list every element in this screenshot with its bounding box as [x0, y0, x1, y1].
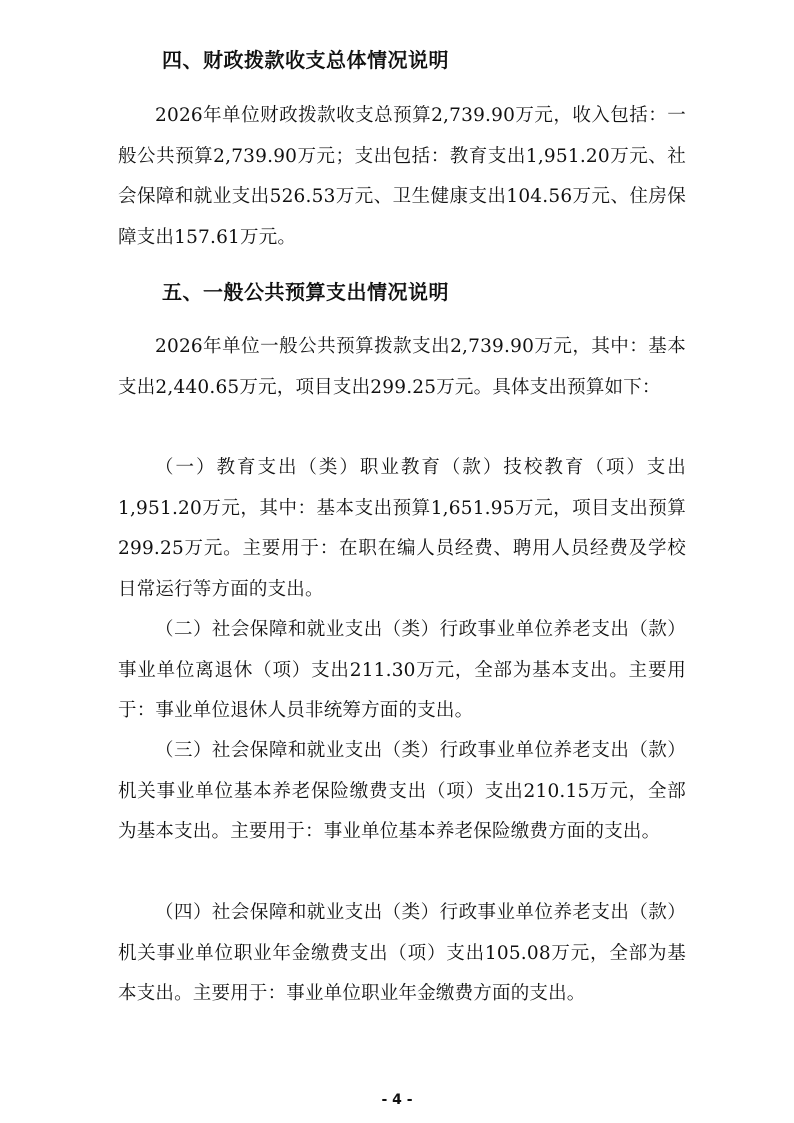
page-number: - 4 - — [381, 1092, 413, 1108]
section-4-paragraph: 2026年单位财政拨款收支总预算2,739.90万元，收入包括：一般公共预算2,739.90万元；支出包括：教育支出1,951.20万元、社会保障和就业支出526.53万元、卫生健康支出104.56万元、住房保障支出157.61万元。 — [118, 105, 686, 248]
section-4-heading: 四、财政拨款收支总体情况说明 — [162, 48, 449, 72]
section-5-item-2: （二）社会保障和就业支出（类）行政事业单位养老支出（款）事业单位离退休（项）支出211.30万元，全部为基本支出。主要用于：事业单位退休人员非统筹方面的支出。 — [118, 619, 686, 721]
section-5-item-3: （三）社会保障和就业支出（类）行政事业单位养老支出（款）机关事业单位基本养老保险缴费支出（项）支出210.15万元，全部为基本支出。主要用于：事业单位基本养老保险缴费方面的支出。 — [118, 740, 686, 842]
section-5-intro: 2026年单位一般公共预算拨款支出2,739.90万元，其中：基本支出2,440.65万元，项目支出299.25万元。具体支出预算如下： — [118, 336, 686, 398]
section-5-item-4: （四）社会保障和就业支出（类）行政事业单位养老支出（款）机关事业单位职业年金缴费支出（项）支出105.08万元，全部为基本支出。主要用于：事业单位职业年金缴费方面的支出。 — [118, 902, 686, 1004]
section-5-heading: 五、一般公共预算支出情况说明 — [162, 280, 449, 304]
section-5-item-1: （一）教育支出（类）职业教育（款）技校教育（项）支出1,951.20万元，其中：基本支出预算1,651.95万元，项目支出预算299.25万元。主要用于：在职在编人员经费、聘用人员经费及学校日常运行等方面的支出。 — [118, 457, 686, 600]
